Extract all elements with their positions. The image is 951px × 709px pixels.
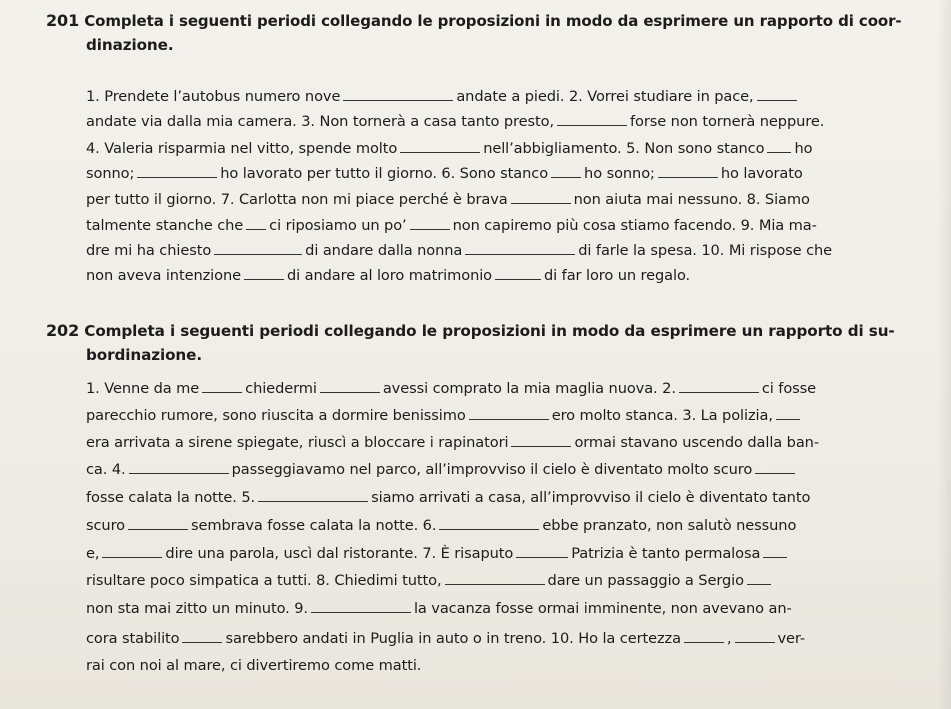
exercise-202-line-9 [86,600,792,618]
text: 4. Valeria risparmia nel vitto, spende molto [86,140,398,157]
answer-blank[interactable] [469,419,549,420]
text: dare un passaggio a Sergio [547,572,744,589]
answer-blank[interactable] [767,152,791,153]
answer-blank[interactable] [129,473,229,474]
answer-blank[interactable] [244,279,284,280]
exercise-202-line-5 [86,489,810,507]
text: talmente stanche che [86,217,244,234]
exercise-202-line-7 [86,545,790,563]
text: di far loro un regalo. [544,267,691,284]
text: forse non tornerà neppure. [630,113,825,130]
answer-blank[interactable] [128,529,188,530]
text: passeggiavamo nel parco, all’improvviso il cielo è diventato molto scuro [231,461,753,478]
exercise-201-line-2 [86,113,824,131]
text: risultare poco simpatica a tutti. 8. Chiedimi tutto, [86,572,442,589]
answer-blank[interactable] [495,279,541,280]
text: scuro [86,517,125,534]
text: sarebbero andati in Puglia in auto o in treno. 10. Ho la certezza [225,630,681,647]
text: ho sonno; [584,165,655,182]
exercise-201-line-5 [86,191,810,209]
text: siamo arrivati a casa, all’improvviso il cielo è diventato tanto [371,489,811,506]
text: la vacanza fosse ormai imminente, non avevano an- [413,600,792,617]
text: ero molto stanca. 3. La polizia, [551,407,773,424]
text: e, [86,545,100,562]
exercise-201-title-text: Completa i seguenti periodi collegando le proposizioni in modo da esprimere un rapporto di coor- [84,12,902,30]
text: ci riposiamo un po’ [269,217,407,234]
text: ca. 4. [86,461,126,478]
text: Patrizia è tanto permalosa [571,545,761,562]
answer-blank[interactable] [258,501,368,502]
text: era arrivata a sirene spiegate, riuscì a bloccare i rapinatori [86,434,509,451]
text: non capiremo più cosa stiamo facendo. 9. Mia ma- [452,217,817,234]
answer-blank[interactable] [511,203,571,204]
exercise-202-line-3 [86,434,819,452]
answer-blank[interactable] [516,557,568,558]
exercise-202-line-11 [86,657,421,675]
answer-blank[interactable] [557,125,627,126]
text: ebbe pranzato, non salutò nessuno [542,517,797,534]
answer-blank[interactable] [214,254,302,255]
exercise-202-line-8 [86,572,774,590]
exercise-202-line-1 [86,380,816,398]
text: chiedermi [245,380,317,397]
answer-blank[interactable] [320,392,380,393]
text: ci fosse [761,380,817,397]
answer-blank[interactable] [182,642,222,643]
exercise-201-line-3 [86,140,812,158]
answer-blank[interactable] [410,229,450,230]
exercise-202-title [46,322,895,340]
text: ormai stavano uscendo dalla ban- [574,434,819,451]
text: ho lavorato [720,165,803,182]
answer-blank[interactable] [658,177,718,178]
exercise-201-line-7 [86,242,832,260]
text: andate via dalla mia camera. 3. Non tornerà a casa tanto presto, [86,113,554,130]
answer-blank[interactable] [735,642,775,643]
text: rai con noi al mare, ci divertiremo come matti. [86,657,422,674]
text: ho lavorato per tutto il giorno. 6. Sono stanco [220,165,549,182]
answer-blank[interactable] [684,642,724,643]
answer-blank[interactable] [400,152,480,153]
exercise-202-line-6 [86,517,796,535]
answer-blank[interactable] [755,473,795,474]
text: andate a piedi. 2. Vorrei studiare in pace, [456,88,754,105]
exercise-202-number: 202 [46,321,80,340]
answer-blank[interactable] [679,392,759,393]
text: di farle la spesa. 10. Mi rispose che [578,242,833,259]
exercise-202-line-2 [86,407,803,425]
exercise-202-title-text: Completa i seguenti periodi collegando le proposizioni in modo da esprimere un rapporto di su- [84,322,895,340]
page-edge-shadow [937,0,951,709]
exercise-201-line-8 [86,267,690,285]
answer-blank[interactable] [343,100,453,101]
answer-blank[interactable] [246,229,266,230]
exercise-202-line-4 [86,461,798,479]
text: non aiuta mai nessuno. 8. Siamo [573,191,810,208]
text: dre mi ha chiesto [86,242,212,259]
text: 1. Venne da me [86,380,200,397]
answer-blank[interactable] [551,177,581,178]
exercise-202-line-10 [86,630,805,648]
exercise-201-title [46,12,902,30]
text: non sta mai zitto un minuto. 9. [86,600,308,617]
answer-blank[interactable] [465,254,575,255]
text: dire una parola, uscì dal ristorante. 7. È risaputo [165,545,514,562]
answer-blank[interactable] [311,612,411,613]
text: cora stabilito [86,630,180,647]
text: per tutto il giorno. 7. Carlotta non mi piace perché è brava [86,191,508,208]
text: ho [794,140,813,157]
answer-blank[interactable] [445,584,545,585]
answer-blank[interactable] [439,529,539,530]
answer-blank[interactable] [776,419,800,420]
text: non aveva intenzione [86,267,241,284]
exercise-201-line-4 [86,165,803,183]
exercise-201-title-cont: dinazione. [86,36,174,54]
text: 1. Prendete l’autobus numero nove [86,88,341,105]
exercise-201-line-1 [86,88,800,106]
text: di andare dalla nonna [305,242,463,259]
exercise-202-title-cont: bordinazione. [86,346,202,364]
text: fosse calata la notte. 5. [86,489,256,506]
exercise-201-number: 201 [46,11,80,30]
answer-blank[interactable] [757,100,797,101]
answer-blank[interactable] [763,557,787,558]
text: sonno; [86,165,135,182]
text: , [726,630,732,647]
text: di andare al loro matrimonio [286,267,493,284]
text: sembrava fosse calata la notte. 6. [190,517,437,534]
text: ver- [777,630,806,647]
answer-blank[interactable] [747,584,771,585]
answer-blank[interactable] [511,446,571,447]
exercise-201-line-6 [86,217,817,235]
answer-blank[interactable] [202,392,242,393]
text: nell’abbigliamento. 5. Non sono stanco [483,140,765,157]
text: parecchio rumore, sono riuscita a dormire benissimo [86,407,466,424]
answer-blank[interactable] [102,557,162,558]
answer-blank[interactable] [137,177,217,178]
text: avessi comprato la mia maglia nuova. 2. [382,380,676,397]
